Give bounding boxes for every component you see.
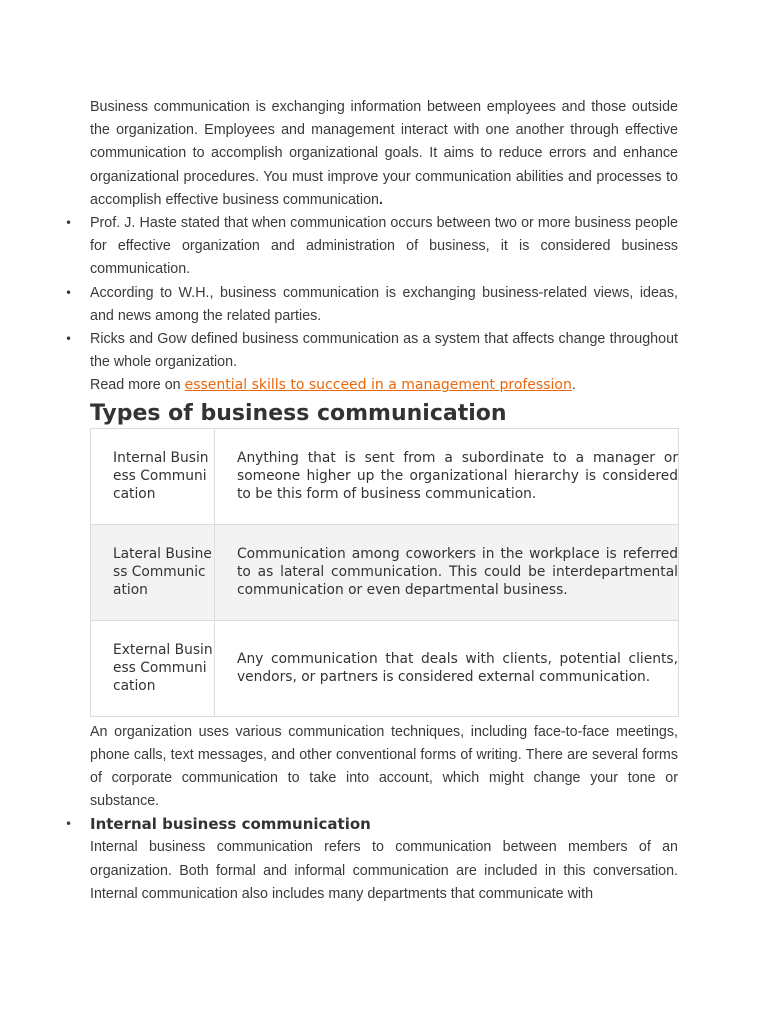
definition-wh: According to W.H., business communication is exchanging business-related views, ideas, and news among the related parties. bbox=[90, 284, 678, 324]
list-item bbox=[65, 328, 678, 374]
article bbox=[65, 96, 678, 906]
definition-ricks-gow: Ricks and Gow defined business communication as a system that affects change throughout the whole organization. bbox=[90, 331, 678, 371]
types-table bbox=[90, 428, 679, 717]
table-term-internal: Internal Business Communication bbox=[91, 428, 215, 524]
definition-haste: Prof. J. Haste stated that when communication occurs between two or more business people for effective organization and administration of business, it is considered business communication. bbox=[90, 215, 678, 278]
read-more-suffix: . bbox=[571, 377, 576, 394]
list-item bbox=[65, 813, 678, 906]
bullet-icon: • bbox=[65, 285, 73, 300]
table-row bbox=[91, 620, 679, 716]
internal-paragraph: Internal business communication refers to communication between members of an organization. Both formal and informal communication are included in this conversation. Internal communication also includes many departments that communicate with bbox=[90, 839, 678, 902]
table-definition-external: Any communication that deals with clients, potential clients, vendors, or partners is considered external communication. bbox=[215, 620, 679, 716]
read-more-link[interactable]: essential skills to succeed in a management profession bbox=[184, 377, 572, 394]
definition-list bbox=[65, 212, 678, 374]
subsection-title: Internal business communication bbox=[90, 815, 371, 834]
section-title: Types of business communication bbox=[90, 400, 507, 426]
bullet-icon: • bbox=[65, 332, 73, 347]
list-item bbox=[65, 212, 678, 282]
read-more-prefix: Read more on bbox=[90, 377, 185, 394]
internal-section bbox=[65, 813, 678, 906]
table-definition-internal: Anything that is sent from a subordinate to a manager or someone higher up the organizational hierarchy is considered to be this form of business communication. bbox=[215, 428, 679, 524]
table-definition-lateral: Communication among coworkers in the workplace is referred to as lateral communication. This could be interdepartmental communication or even departmental business. bbox=[215, 524, 679, 620]
bullet-icon: • bbox=[65, 216, 73, 231]
intro-paragraph: Business communication is exchanging information between employees and those outside the organization. Employees and management interact with one another through effective communication to accomplish organizational goals. It aims to reduce errors and enhance organizational procedures. You must improve your communication abilities and processes to accomplish effective business communication. bbox=[90, 99, 678, 208]
forms-paragraph: An organization uses various communication techniques, including face-to-face meetings, phone calls, text messages, and other conventional forms of writing. There are several forms of corporate communication to take into account, which might change your tone or substance. bbox=[90, 723, 678, 810]
table-term-external: External Business Communication bbox=[91, 620, 215, 716]
table-row bbox=[91, 428, 679, 524]
bullet-icon: • bbox=[65, 817, 73, 832]
table-row bbox=[91, 524, 679, 620]
table-term-lateral: Lateral Business Communication bbox=[91, 524, 215, 620]
list-item bbox=[65, 282, 678, 328]
read-more bbox=[90, 374, 678, 397]
